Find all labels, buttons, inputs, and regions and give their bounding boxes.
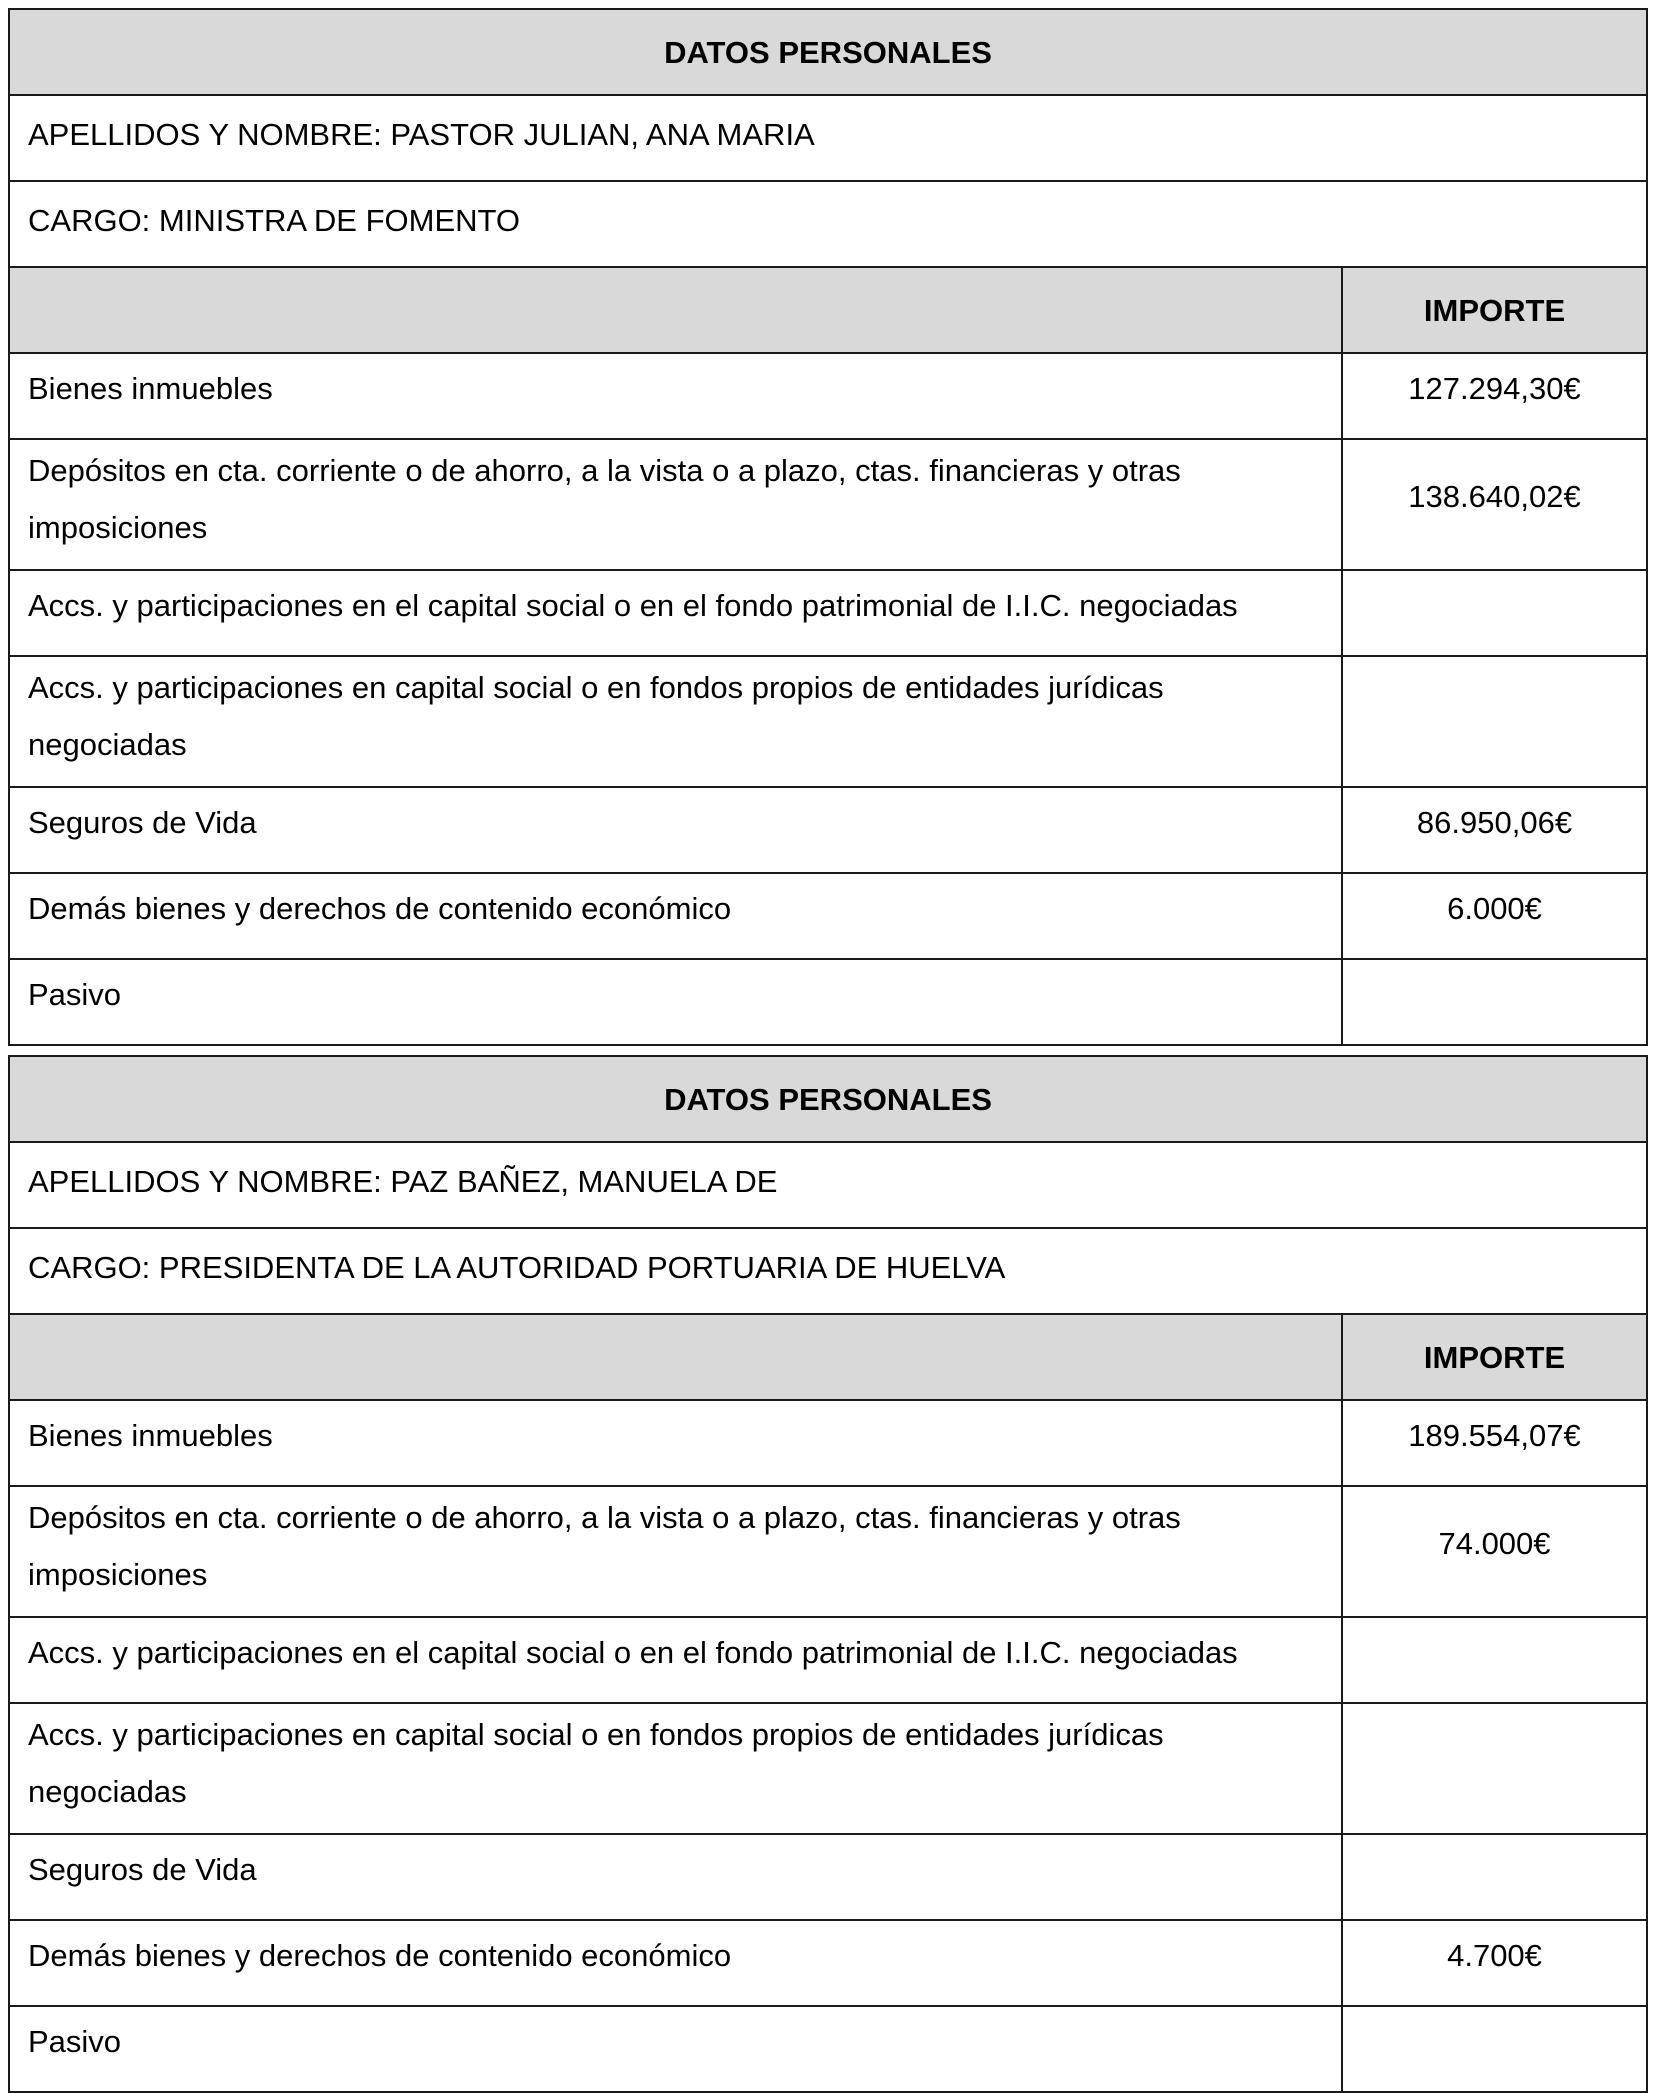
item-amount	[1342, 656, 1647, 787]
item-amount: 189.554,07€	[1342, 1400, 1647, 1486]
item-label: Pasivo	[9, 959, 1342, 1045]
cargo-row	[9, 181, 1647, 267]
table-row	[9, 1834, 1647, 1920]
column-header-row	[9, 1314, 1647, 1400]
table-row	[9, 1400, 1647, 1486]
item-label: Depósitos en cta. corriente o de ahorro, a la vista o a plazo, ctas. financieras y otras imposiciones	[9, 439, 1342, 570]
column-header-importe: IMPORTE	[1342, 267, 1647, 353]
section-header-row	[9, 1056, 1647, 1142]
item-amount: 6.000€	[1342, 873, 1647, 959]
item-amount	[1342, 1617, 1647, 1703]
item-amount: 138.640,02€	[1342, 439, 1647, 570]
column-header-importe: IMPORTE	[1342, 1314, 1647, 1400]
name-field: APELLIDOS Y NOMBRE: PASTOR JULIAN, ANA MARIA	[9, 95, 1647, 181]
item-amount	[1342, 1834, 1647, 1920]
item-label: Seguros de Vida	[9, 1834, 1342, 1920]
asset-declaration-table	[8, 8, 1648, 1046]
table-row	[9, 1920, 1647, 2006]
section-title: DATOS PERSONALES	[9, 9, 1647, 95]
item-label: Depósitos en cta. corriente o de ahorro, a la vista o a plazo, ctas. financieras y otras imposiciones	[9, 1486, 1342, 1617]
table-row	[9, 2006, 1647, 2092]
column-header-blank	[9, 1314, 1342, 1400]
name-row	[9, 95, 1647, 181]
table-row	[9, 1617, 1647, 1703]
item-amount	[1342, 570, 1647, 656]
item-label: Demás bienes y derechos de contenido económico	[9, 1920, 1342, 2006]
item-label: Accs. y participaciones en el capital social o en el fondo patrimonial de I.I.C. negociadas	[9, 570, 1342, 656]
item-amount	[1342, 1703, 1647, 1834]
item-amount: 74.000€	[1342, 1486, 1647, 1617]
column-header-row	[9, 267, 1647, 353]
cargo-row	[9, 1228, 1647, 1314]
item-label: Accs. y participaciones en capital social o en fondos propios de entidades jurídicas negociadas	[9, 656, 1342, 787]
item-label: Bienes inmuebles	[9, 353, 1342, 439]
name-field: APELLIDOS Y NOMBRE: PAZ BAÑEZ, MANUELA DE	[9, 1142, 1647, 1228]
table-row	[9, 1703, 1647, 1834]
name-row	[9, 1142, 1647, 1228]
item-amount	[1342, 959, 1647, 1045]
item-label: Demás bienes y derechos de contenido económico	[9, 873, 1342, 959]
item-label: Accs. y participaciones en capital social o en fondos propios de entidades jurídicas negociadas	[9, 1703, 1342, 1834]
cargo-field: CARGO: MINISTRA DE FOMENTO	[9, 181, 1647, 267]
table-row	[9, 1486, 1647, 1617]
item-amount: 86.950,06€	[1342, 787, 1647, 873]
cargo-field: CARGO: PRESIDENTA DE LA AUTORIDAD PORTUARIA DE HUELVA	[9, 1228, 1647, 1314]
table-row	[9, 787, 1647, 873]
section-header-row	[9, 9, 1647, 95]
item-label: Bienes inmuebles	[9, 1400, 1342, 1486]
item-label: Accs. y participaciones en el capital social o en el fondo patrimonial de I.I.C. negociadas	[9, 1617, 1342, 1703]
table-row	[9, 959, 1647, 1045]
item-label: Seguros de Vida	[9, 787, 1342, 873]
item-amount: 4.700€	[1342, 1920, 1647, 2006]
asset-declaration-table	[8, 1055, 1648, 2093]
section-title: DATOS PERSONALES	[9, 1056, 1647, 1142]
table-row	[9, 353, 1647, 439]
item-label: Pasivo	[9, 2006, 1342, 2092]
table-row	[9, 656, 1647, 787]
column-header-blank	[9, 267, 1342, 353]
table-row	[9, 873, 1647, 959]
table-row	[9, 570, 1647, 656]
item-amount: 127.294,30€	[1342, 353, 1647, 439]
table-row	[9, 439, 1647, 570]
item-amount	[1342, 2006, 1647, 2092]
